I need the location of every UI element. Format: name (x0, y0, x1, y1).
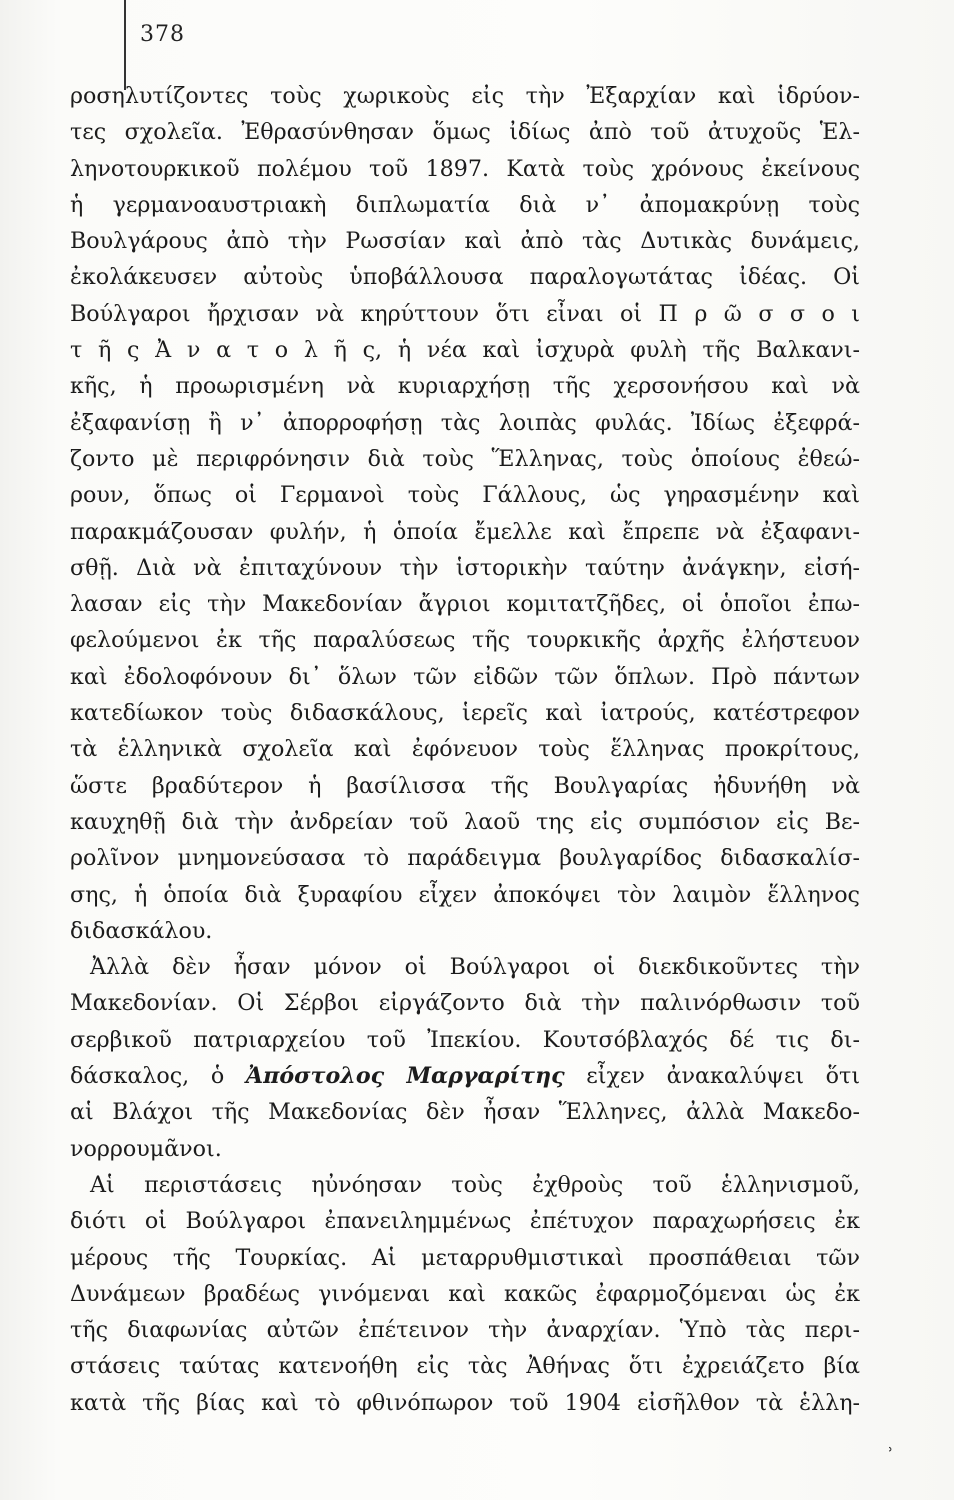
text-line: νορρουμᾶνοι. (70, 1135, 222, 1162)
text-line: Μακεδονίαν. Οἱ Σέρβοι εἰργάζοντο διὰ τὴν παλινόρθωσιν τοῦ (70, 990, 860, 1017)
text-line: σερβικοῦ πατριαρχείου τοῦ Ἰπεκίου. Κουτσόβλαχός δέ τις δι- (70, 1026, 860, 1053)
text-line: διότι οἱ Βούλγαροι ἐπανειλημμένως ἐπέτυχον παραχωρήσεις ἐκ (70, 1208, 860, 1235)
text-segment: εἶχεν ἀνακαλύψει ὅτι (564, 1063, 861, 1090)
text-line: στάσεις ταύτας κατενοήθη εἰς τὰς Ἀθήνας ὅτι ἐχρειάζετο βία (70, 1353, 860, 1380)
text-line: Βούλγαροι ἤρχισαν νὰ κηρύττουν ὅτι εἶναι οἱ Π ρ ῶ σ σ ο ι (70, 300, 860, 327)
text-line: καυχηθῇ διὰ τὴν ἀνδρείαν τοῦ λαοῦ της εἰς συμπόσιον εἰς Βε- (70, 808, 860, 835)
text-line: Αἱ περιστάσεις ηὐνόησαν τοὺς ἐχθροὺς τοῦ ἑλληνισμοῦ, (90, 1171, 860, 1198)
page-edge-line (124, 0, 126, 90)
text-line: ρουν, ὅπως οἱ Γερμανοὶ τοὺς Γάλλους, ὡς γηρασμένην καὶ (70, 482, 860, 509)
text-line: ροσηλυτίζοντες τοὺς χωρικοὺς εἰς τὴν Ἐξαρχίαν καὶ ἱδρύον- (70, 83, 860, 109)
text-line: διδασκάλου. (70, 917, 213, 944)
text-line: ληνοτουρκικοῦ πολέμου τοῦ 1897. Κατὰ τοὺς χρόνους ἐκείνους (70, 155, 860, 182)
text-line: τὰ ἑλληνικὰ σχολεῖα καὶ ἐφόνευον τοὺς ἕλληνας προκρίτους, (70, 736, 860, 763)
text-line: σης, ἡ ὁποία διὰ ξυραφίου εἶχεν ἀποκόψει τὸν λαιμὸν ἕλληνος (70, 881, 860, 908)
text-line: ὥστε βραδύτερον ἡ βασίλισσα τῆς Βουλγαρίας ἠδυνήθη νὰ (70, 772, 860, 799)
page-number: 378 (140, 22, 185, 47)
text-line: Δυνάμεων βραδέως γινόμεναι καὶ κακῶς ἐφαρμοζόμεναι ὡς ἐκ (70, 1280, 860, 1307)
text-line: ἐκολάκευσεν αὐτοὺς ὑποβάλλουσα παραλογωτάτας ἰδέας. Οἱ (70, 264, 860, 291)
ink-mark-icon: ˒ (888, 1440, 894, 1461)
text-line: σθῇ. Διὰ νὰ ἐπιταχύνουν τὴν ἱστορικὴν ταύτην ἀνάγκην, εἰσή- (70, 554, 860, 581)
text-line (70, 1058, 860, 1094)
text-line: τῆς διαφωνίας αὐτῶν ἐπέτεινον τὴν ἀναρχίαν. Ὑπὸ τὰς περι- (70, 1317, 860, 1344)
text-line: λασαν εἰς τὴν Μακεδονίαν ἄγριοι κομιτατζῆδες, οἱ ὁποῖοι ἐπω- (70, 591, 860, 618)
text-line: Ἀλλὰ δὲν ἦσαν μόνον οἱ Βούλγαροι οἱ διεκδικοῦντες τὴν (90, 954, 860, 981)
text-line: ἡ γερμανοαυστριακὴ διπλωματία διὰ ν᾽ ἀπομακρύνῃ τοὺς (70, 191, 860, 218)
text-line: ἐξαφανίσῃ ἢ ν᾽ ἀπορροφήσῃ τὰς λοιπὰς φυλάς. Ἰδίως ἐξεφρά- (70, 409, 860, 436)
text-line: μέρους τῆς Τουρκίας. Αἱ μεταρρυθμιστικαὶ προσπάθειαι τῶν (70, 1244, 860, 1271)
body-text (70, 78, 860, 1421)
text-line: κατεδίωκον τοὺς διδασκάλους, ἱερεῖς καὶ ἰατρούς, κατέστρεφον (70, 700, 860, 727)
text-line: τες σχολεῖα. Ἐθρασύνθησαν ὅμως ἰδίως ἀπὸ τοῦ ἀτυχοῦς Ἑλ- (70, 119, 860, 146)
text-segment: δάσκαλος, ὁ (70, 1063, 246, 1090)
person-name: Ἀπόστολος Μαργαρίτης (245, 1063, 565, 1090)
text-line: φελούμενοι ἐκ τῆς παραλύσεως τῆς τουρκικῆς ἀρχῆς ἐλήστευον (70, 627, 860, 654)
text-line: κατὰ τῆς βίας καὶ τὸ φθινόπωρον τοῦ 1904 εἰσῆλθον τὰ ἑλλη- (70, 1389, 860, 1416)
text-line: παρακμάζουσαν φυλήν, ἡ ὁποία ἔμελλε καὶ ἔπρεπε νὰ ἐξαφανι- (70, 518, 860, 545)
text-line: Βουλγάρους ἀπὸ τὴν Ρωσσίαν καὶ ἀπὸ τὰς Δυτικὰς δυνάμεις, (70, 228, 860, 255)
text-line: καὶ ἐδολοφόνουν δι᾽ ὅλων τῶν εἰδῶν τῶν ὅπλων. Πρὸ πάντων (70, 663, 860, 690)
text-line: ρολῖνον μνημονεύσασα τὸ παράδειγμα βουλγαρίδος διδασκαλίσ- (70, 845, 860, 872)
text-line: αἱ Βλάχοι τῆς Μακεδονίας δὲν ἦσαν Ἕλληνες, ἀλλὰ Μακεδο- (70, 1099, 860, 1126)
text-line: ζοντο μὲ περιφρόνησιν διὰ τοὺς Ἕλληνας, τοὺς ὁποίους ἐθεώ- (70, 445, 860, 472)
text-line: τ ῆ ς Ἀ ν α τ ο λ ῆ ς, ἡ νέα καὶ ἰσχυρὰ φυλὴ τῆς Βαλκανι- (70, 337, 860, 364)
text-line: κῆς, ἡ προωρισμένη νὰ κυριαρχήσῃ τῆς χερσονήσου καὶ νὰ (70, 373, 860, 400)
